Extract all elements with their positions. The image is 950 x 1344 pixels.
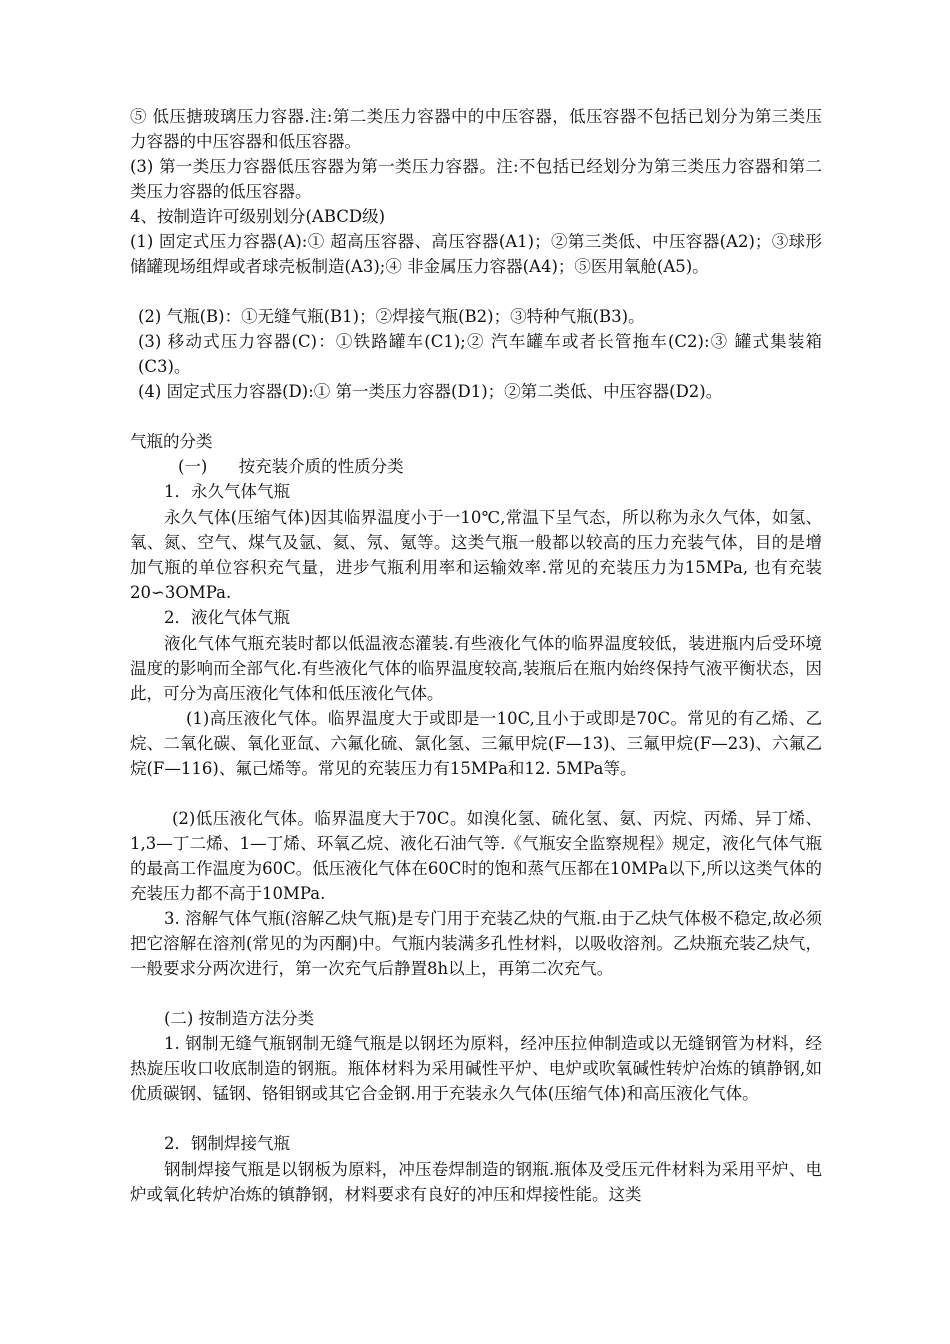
paragraph-fixed-vessel-a: (1) 固定式压力容器(A):① 超高压容器、高压容器(A1)；②第三类低、中压容器(A2)；③球形储罐现场组焊或者球壳板制造(A3);④ 非金属压力容器(A4)；⑤医用氧舱(A5)。 — [130, 232, 822, 276]
heading-welded-cylinder: 2．钢制焊接气瓶 — [164, 1134, 290, 1153]
paragraph-low-pressure-enamel: ⑤ 低压搪玻璃压力容器.注:第二类压力容器中的中压容器，低压容器不包括已划分为第三类压力容器的中压容器和低压容器。 — [130, 107, 822, 151]
paragraph-permanent-gas: 永久气体(压缩气体)因其临界温度小于一10℃,常温下呈气态，所以称为永久气体，如氢、氧、氮、空气、煤气及氩、氦、氖、氪等。这类气瓶一般都以较高的压力充装气体，目的是增加气瓶的单位容积充气量，进步气瓶利用率和运输效率.常见的充装压力为15MPa, 也有充装20∽3OMPa. — [130, 508, 822, 602]
paragraph-class-one-vessel: (3) 第一类压力容器低压容器为第一类压力容器。注:不包括已经划分为第三类压力容器和第二类压力容器的低压容器。 — [130, 157, 822, 201]
paragraph-liquefied-gas: 液化气体气瓶充装时都以低温液态灌装.有些液化气体的临界温度较低，装进瓶内后受环境温度的影响而全部气化.有些液化气体的临界温度较高,装瓶后在瓶内始终保持气液平衡状态，因此，可分为高压液化气体和低压液化气体。 — [130, 634, 822, 703]
heading-liquefied-gas: 2．液化气体气瓶 — [164, 608, 290, 627]
paragraph-low-pressure-liquefied: (2)低压液化气体。临界温度大于70C。如溴化氢、硫化氢、氨、丙烷、丙烯、异丁烯、1,3—丁二烯、1—丁烯、环氧乙烷、液化石油气等.《气瓶安全监察规程》规定，液化气体气瓶的最高工作温度为60C。低压液化气体在60C时的饱和蒸气压都在10MPa以下,所以这类气体的充装压力都不高于10MPa. — [130, 809, 822, 903]
paragraph-fixed-vessel-d: (4) 固定式压力容器(D):① 第一类压力容器(D1)；②第二类低、中压容器(D2)。 — [138, 382, 723, 401]
heading-by-manufacture: (二) 按制造方法分类 — [164, 1009, 315, 1028]
paragraph-dissolved-gas: 3. 溶解气体气瓶(溶解乙炔气瓶)是专门用于充装乙炔的气瓶.由于乙炔气体极不稳定,故必须把它溶解在溶剂(常见的为丙酮)中。气瓶内装满多孔性材料，以吸收溶剂。乙炔瓶充装乙炔气，一般要求分两次进行，第一次充气后静置8h以上，再第二次充气。 — [130, 909, 822, 978]
heading-permanent-gas: 1．永久气体气瓶 — [164, 482, 290, 501]
paragraph-seamless-cylinder: 1. 钢制无缝气瓶钢制无缝气瓶是以钢坯为原料，经冲压拉伸制造或以无缝钢管为材料，经热旋压收口收底制造的钢瓶。瓶体材料为采用碱性平炉、电炉或吹氧碱性转炉冶炼的镇静钢,如优质碳钢、锰钢、铬钼钢或其它合金钢.用于充装永久气体(压缩气体)和高压液化气体。 — [130, 1034, 822, 1103]
heading-license-levels: 4、按制造许可级别划分(ABCD级) — [130, 207, 386, 226]
paragraph-high-pressure-liquefied: (1)高压液化气体。临界温度大于或即是一10C,且小于或即是70C。常见的有乙烯、乙烷、二氧化碳、氧化亚氙、六氟化硫、氯化氢、三氟甲烷(F—13)、三氟甲烷(F—23)、六氟乙烷(F—116)、氟己烯等。常见的充装压力有15MPa和12. 5MPa等。 — [130, 709, 822, 778]
paragraph-cylinder-b: (2) 气瓶(B)：①无缝气瓶(B1)；②焊接气瓶(B2)；③特种气瓶(B3)。 — [138, 307, 645, 326]
heading-by-medium: (一) 按充装介质的性质分类 — [178, 457, 404, 476]
paragraph-welded-cylinder: 钢制焊接气瓶是以钢板为原料，冲压卷焊制造的钢瓶.瓶体及受压元件材料为采用平炉、电炉或氧化转炉冶炼的镇静钢，材料要求有良好的冲压和焊接性能。这类 — [130, 1160, 822, 1204]
heading-cylinder-classification: 气瓶的分类 — [130, 432, 213, 451]
paragraph-mobile-vessel-c: (3) 移动式压力容器(C)：①铁路罐车(C1);② 汽车罐车或者长管拖车(C2):③ 罐式集装箱(C3)。 — [138, 332, 822, 376]
